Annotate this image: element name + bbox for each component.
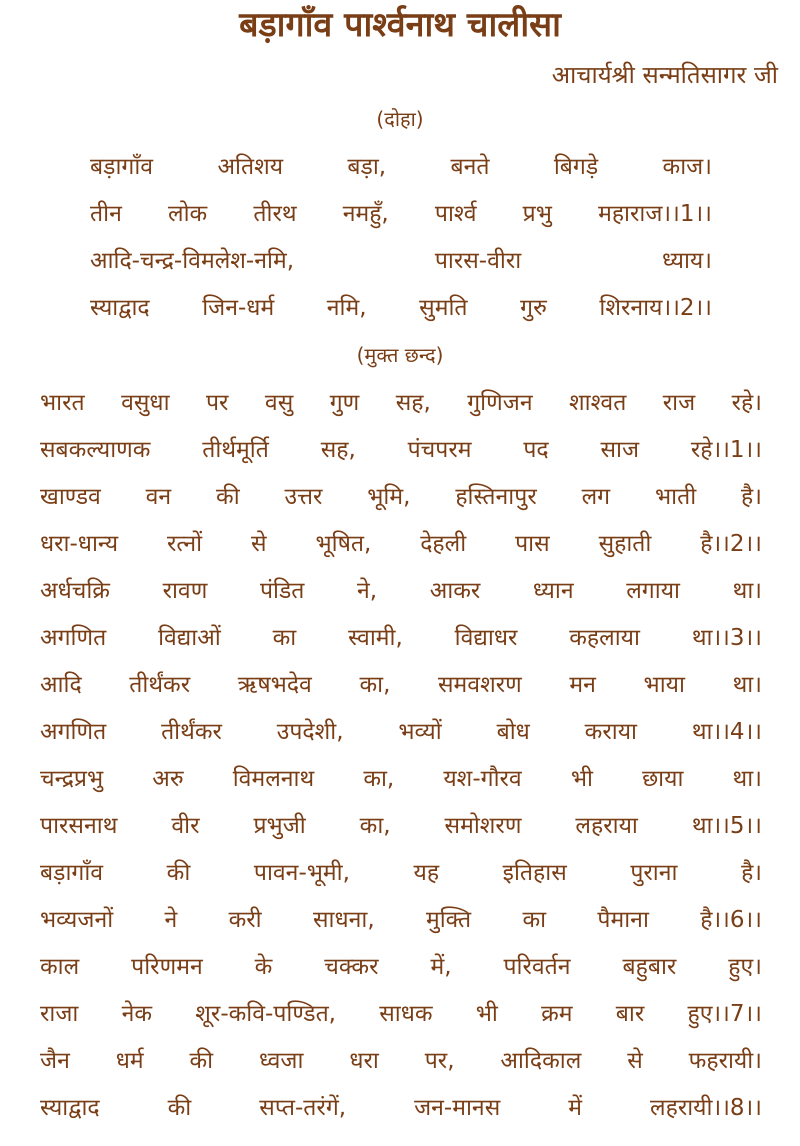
verse-word: है।।2।। <box>700 531 762 557</box>
page-title: बड़ागाँव पार्श्वनाथ चालीसा <box>239 5 561 45</box>
verse-word: तीन <box>90 201 122 227</box>
doha-label: (दोहा) <box>376 107 424 131</box>
verse-word: बिगड़े <box>553 154 599 180</box>
verse-word: आदि <box>40 672 82 698</box>
verse-word: रहे।।1।। <box>690 437 762 463</box>
verse-word: समोशरण <box>444 813 522 839</box>
verse-word: नमहुँ, <box>342 201 389 227</box>
verse-word: शिरनाय।।2।। <box>599 295 712 321</box>
verse-word: वसु <box>264 390 294 416</box>
verse-word: सप्त-तरंगें, <box>259 1095 347 1121</box>
verse-word: धरा-धान्य <box>40 531 119 557</box>
verse-word: करी <box>228 907 262 933</box>
verse-word: था।।4।। <box>691 719 762 745</box>
verse-word: है।।6।। <box>700 907 762 933</box>
verse-word: अर्धचक्रि <box>40 578 110 604</box>
verse-word: हुए। <box>728 954 762 980</box>
verse-word: बड़ा, <box>347 154 387 180</box>
verse-word: बनते <box>450 154 490 180</box>
verse-word: पद <box>523 437 549 463</box>
verse-word: सुमति <box>419 295 468 321</box>
verse-word: रावण <box>162 578 208 604</box>
verse-word: जिन-धर्म <box>202 295 275 321</box>
verse-word: क्रम <box>541 1001 573 1027</box>
verse-word: भी <box>570 766 593 792</box>
verse-word: भाया <box>643 672 685 698</box>
verse-word: लग <box>581 484 611 510</box>
verse-word: की <box>166 860 191 886</box>
verse-word: उत्तर <box>284 484 323 510</box>
verse-word: के <box>254 954 273 980</box>
verse-word: प्रभु <box>522 201 552 227</box>
verse-line <box>40 480 762 514</box>
verse-word: साधना, <box>312 907 375 933</box>
verse-line <box>40 903 762 937</box>
verse-word: आदि-चन्द्र-विमलेश-नमि, <box>90 248 295 274</box>
verse-word: शूर-कवि-पण्डित, <box>195 1001 336 1027</box>
chhand-label: (मुक्त छन्द) <box>356 343 444 367</box>
verse-line <box>40 950 762 984</box>
verse-word: अगणित <box>40 719 107 745</box>
verse-word: बड़ागाँव <box>40 860 104 886</box>
verse-word: भव्यों <box>398 719 442 745</box>
verse-word: नेक <box>121 1001 153 1027</box>
verse-word: समवशरण <box>438 672 522 698</box>
verse-word: था। <box>732 766 762 792</box>
verse-word: आकर <box>429 578 481 604</box>
verse-word: राजा <box>40 1001 79 1027</box>
verse-word: की <box>216 484 240 510</box>
verse-word: खाण्डव <box>40 484 101 510</box>
verse-word: विद्याओं <box>158 625 221 651</box>
verse-word: मुक्ति <box>425 907 472 933</box>
verse-word: में <box>568 1095 583 1121</box>
verse-word: की <box>167 1095 192 1121</box>
verse-line <box>40 386 762 420</box>
verse-word: उपदेशी, <box>276 719 344 745</box>
verse-word: सुहाती <box>598 531 652 557</box>
verse-word: अरु <box>152 766 184 792</box>
verse-line <box>40 621 762 655</box>
verse-word: सह, <box>320 437 356 463</box>
verse-word: काज। <box>662 154 712 180</box>
verse-word: बार <box>615 1001 645 1027</box>
verse-word: पैमाना <box>597 907 649 933</box>
verse-word: विद्याधर <box>454 625 518 651</box>
verse-word: पार्श्व <box>434 201 477 227</box>
verse-line <box>40 527 762 561</box>
verse-word: ने <box>164 907 178 933</box>
verse-word: स्वामी, <box>348 625 403 651</box>
verse-line <box>40 809 762 843</box>
verse-word: पंचपरम <box>407 437 472 463</box>
verse-word: स्याद्वाद <box>40 1095 100 1121</box>
verse-word: लहरायी।।8।। <box>650 1095 762 1121</box>
verse-word: बोध <box>496 719 530 745</box>
verse-word: का, <box>359 672 391 698</box>
verse-line <box>40 997 762 1031</box>
verse-word: लगाया <box>626 578 681 604</box>
verse-line <box>40 762 762 796</box>
verse-word: ऋषभदेव <box>237 672 312 698</box>
verse-line <box>40 433 762 467</box>
verse-word: भी <box>475 1001 498 1027</box>
verse-word: शाश्वत <box>569 390 627 416</box>
verse-word: की <box>189 1048 214 1074</box>
verse-word: यश-गौरव <box>443 766 522 792</box>
verse-word: का <box>272 625 297 651</box>
verse-word: चक्कर <box>324 954 379 980</box>
verse-word: था। <box>732 672 762 698</box>
verse-word: लोक <box>168 201 208 227</box>
verse-word: काल <box>40 954 80 980</box>
verse-word: से <box>251 531 267 557</box>
verse-line <box>90 291 712 325</box>
verse-line <box>40 715 762 749</box>
verse-word: मन <box>569 672 596 698</box>
verse-word: नमि, <box>326 295 367 321</box>
verse-word: सह, <box>395 390 431 416</box>
verse-line <box>40 668 762 702</box>
verse-word: पर, <box>424 1048 455 1074</box>
verse-word: लहराया <box>575 813 638 839</box>
verse-word: यह <box>413 860 440 886</box>
verse-word: अगणित <box>40 625 107 651</box>
verse-word: इतिहास <box>502 860 567 886</box>
verse-word: बड़ागाँव <box>90 154 154 180</box>
verse-word: तीर्थंकर <box>161 719 222 745</box>
verse-word: देहली <box>420 531 467 557</box>
verse-line <box>40 1044 762 1078</box>
verse-word: से <box>627 1048 643 1074</box>
verse-word: फहरायी। <box>688 1048 762 1074</box>
verse-line <box>90 244 712 278</box>
verse-word: ध्वजा <box>259 1048 304 1074</box>
verse-word: था।।3।। <box>691 625 762 651</box>
verse-word: धर्म <box>115 1048 144 1074</box>
verse-line <box>40 856 762 890</box>
verse-word: है। <box>741 484 762 510</box>
verse-word: प्रभुजी <box>253 813 306 839</box>
verse-word: पास <box>515 531 550 557</box>
verse-word: रत्नों <box>166 531 203 557</box>
verse-word: कहलाया <box>569 625 640 651</box>
verse-word: गुणिजन <box>467 390 533 416</box>
author-name: आचार्यश्री सन्मतिसागर जी <box>551 61 778 89</box>
verse-word: पारस-वीरा <box>434 248 522 274</box>
verse-word: चन्द्रप्रभु <box>40 766 104 792</box>
verse-word: परिणमन <box>131 954 203 980</box>
verse-word: भूमि, <box>367 484 411 510</box>
verse-word: पावन-भूमी, <box>253 860 350 886</box>
verse-word: भव्यजनों <box>40 907 114 933</box>
verse-word: धरा <box>349 1048 379 1074</box>
verse-word: ने, <box>357 578 378 604</box>
verse-word: भूषित, <box>315 531 372 557</box>
verse-word: वसुधा <box>121 390 170 416</box>
verse-word: पुराना <box>630 860 678 886</box>
verse-word: का, <box>363 766 395 792</box>
verse-word: जैन <box>40 1048 70 1074</box>
verse-word: आदिकाल <box>500 1048 582 1074</box>
verse-line <box>90 150 712 184</box>
verse-word: भारत <box>40 390 85 416</box>
verse-word: पर <box>205 390 229 416</box>
verse-word: पंडित <box>259 578 305 604</box>
verse-word: हुए।।7।। <box>687 1001 762 1027</box>
verse-word: ध्याय। <box>661 248 712 274</box>
verse-word: तीरथ <box>253 201 297 227</box>
verse-word: पारसनाथ <box>40 813 118 839</box>
verse-word: महाराज।।1।। <box>598 201 712 227</box>
verse-word: रहे। <box>731 390 762 416</box>
verse-word: था।।5।। <box>691 813 762 839</box>
verse-word: का <box>522 907 547 933</box>
verse-word: अतिशय <box>217 154 284 180</box>
verse-line <box>40 574 762 608</box>
verse-word: का, <box>359 813 391 839</box>
verse-word: तीर्थमूर्ति <box>202 437 269 463</box>
verse-line <box>90 197 712 231</box>
verse-word: वन <box>145 484 172 510</box>
verse-line <box>40 1091 762 1125</box>
verse-word: भाती <box>654 484 697 510</box>
verse-word: साज <box>600 437 640 463</box>
verse-word: स्याद्वाद <box>90 295 150 321</box>
verse-word: परिवर्तन <box>503 954 571 980</box>
verse-word: सबकल्याणक <box>40 437 151 463</box>
verse-word: साधक <box>379 1001 433 1027</box>
verse-word: है। <box>741 860 762 886</box>
verse-word: विमलनाथ <box>232 766 315 792</box>
verse-word: जन-मानस <box>414 1095 501 1121</box>
verse-word: हस्तिनापुर <box>455 484 537 510</box>
verse-word: ध्यान <box>532 578 574 604</box>
verse-word: राज <box>662 390 696 416</box>
verse-word: गुण <box>329 390 360 416</box>
verse-word: था। <box>732 578 762 604</box>
verse-word: में, <box>430 954 452 980</box>
verse-word: बहुबार <box>622 954 677 980</box>
verse-word: छाया <box>642 766 684 792</box>
verse-word: गुरु <box>520 295 547 321</box>
verse-word: तीर्थंकर <box>129 672 191 698</box>
verse-word: वीर <box>171 813 200 839</box>
verse-word: कराया <box>584 719 637 745</box>
